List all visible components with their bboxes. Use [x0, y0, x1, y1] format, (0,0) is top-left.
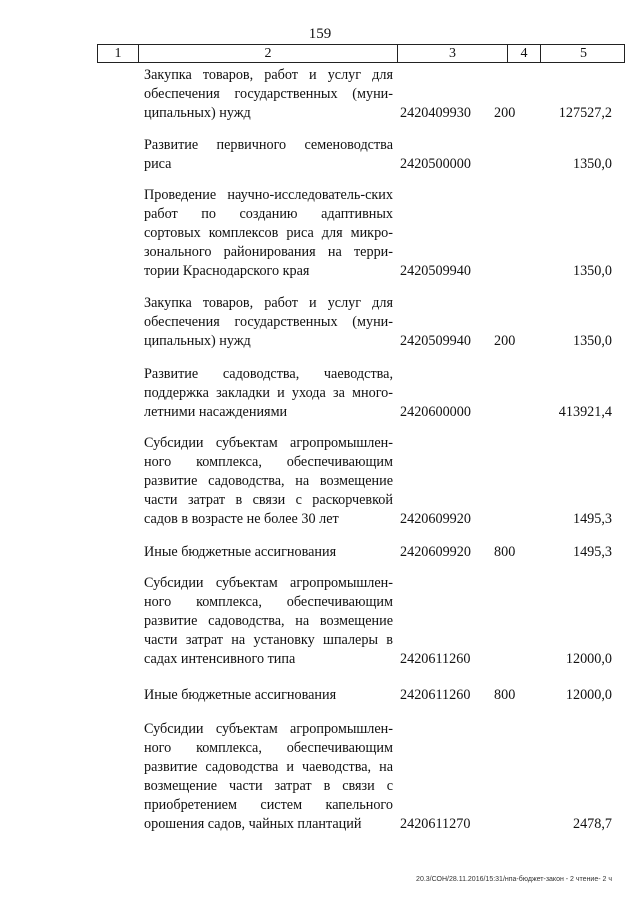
row-amount: 12000,0 [565, 687, 612, 703]
row-code: 2420611260 [400, 651, 471, 667]
row-code: 2420609920 [400, 544, 471, 560]
footer-stamp: 20.3/СОН/28.11.2016/15:31/нпа-бюджет-закон - 2 чтение- 2 ч [416, 876, 612, 883]
row-code: 2420409930 [400, 105, 471, 121]
row-description: Развитие первичного семеноводства риса [144, 137, 393, 172]
row-type: 200 [494, 105, 516, 121]
header-col-3: 3 [398, 45, 508, 62]
header-col-4: 4 [508, 45, 541, 62]
row-code: 2420500000 [400, 156, 471, 172]
row-type: 200 [494, 333, 516, 349]
row-amount: 413921,4 [558, 404, 612, 420]
row-amount: 1350,0 [572, 263, 612, 279]
table-header [97, 44, 625, 63]
row-type: 800 [494, 687, 516, 703]
row-code: 2420611270 [400, 816, 471, 832]
row-amount: 1495,3 [572, 544, 612, 560]
row-description: Закупка товаров, работ и услуг для обеспечения государственных (муни-ципальных) нужд [144, 295, 393, 349]
row-amount: 2478,7 [572, 816, 612, 832]
row-description: Закупка товаров, работ и услуг для обеспечения государственных (муни-ципальных) нужд [144, 67, 393, 121]
row-code: 2420509940 [400, 333, 471, 349]
row-description: Субсидии субъектам агропромышлен-ного комплекса, обеспечивающим развитие садоводства и чаеводства, на возмещение части затрат в связи с приобретением систем капельного орошения садов, чайных плантаций [144, 721, 393, 832]
header-col-5: 5 [580, 46, 587, 61]
header-col-1: 1 [98, 45, 139, 62]
row-code: 2420609920 [400, 511, 471, 527]
header-col-2: 2 [139, 45, 398, 62]
row-amount: 1350,0 [572, 156, 612, 172]
row-description: Иные бюджетные ассигнования [144, 687, 337, 703]
row-code: 2420600000 [400, 404, 471, 420]
row-amount: 1350,0 [572, 333, 612, 349]
row-description: Иные бюджетные ассигнования [144, 544, 337, 560]
row-description: Проведение научно-исследователь-ских работ по созданию адаптивных сортовых комплексов риса для микро-зонального районирования на терри-тории Краснодарского края [144, 187, 393, 279]
row-description: Развитие садоводства, чаеводства, поддержка закладки и ухода за много-летними насаждениями [144, 366, 393, 420]
row-type: 800 [494, 544, 516, 560]
row-amount: 1495,3 [572, 511, 612, 527]
row-description: Субсидии субъектам агропромышлен-ного комплекса, обеспечивающим развитие садоводства, на возмещение части затрат в связи с раскорчевкой садов в возрасте не более 30 лет [144, 435, 393, 527]
row-amount: 127527,2 [558, 105, 612, 121]
row-code: 2420611260 [400, 687, 471, 703]
row-code: 2420509940 [400, 263, 471, 279]
page-number: 159 [308, 26, 332, 42]
row-amount: 12000,0 [565, 651, 612, 667]
row-description: Субсидии субъектам агропромышлен-ного комплекса, обеспечивающим развитие садоводства, на возмещение части затрат на установку шпалеры в садах интенсивного типа [144, 575, 393, 667]
